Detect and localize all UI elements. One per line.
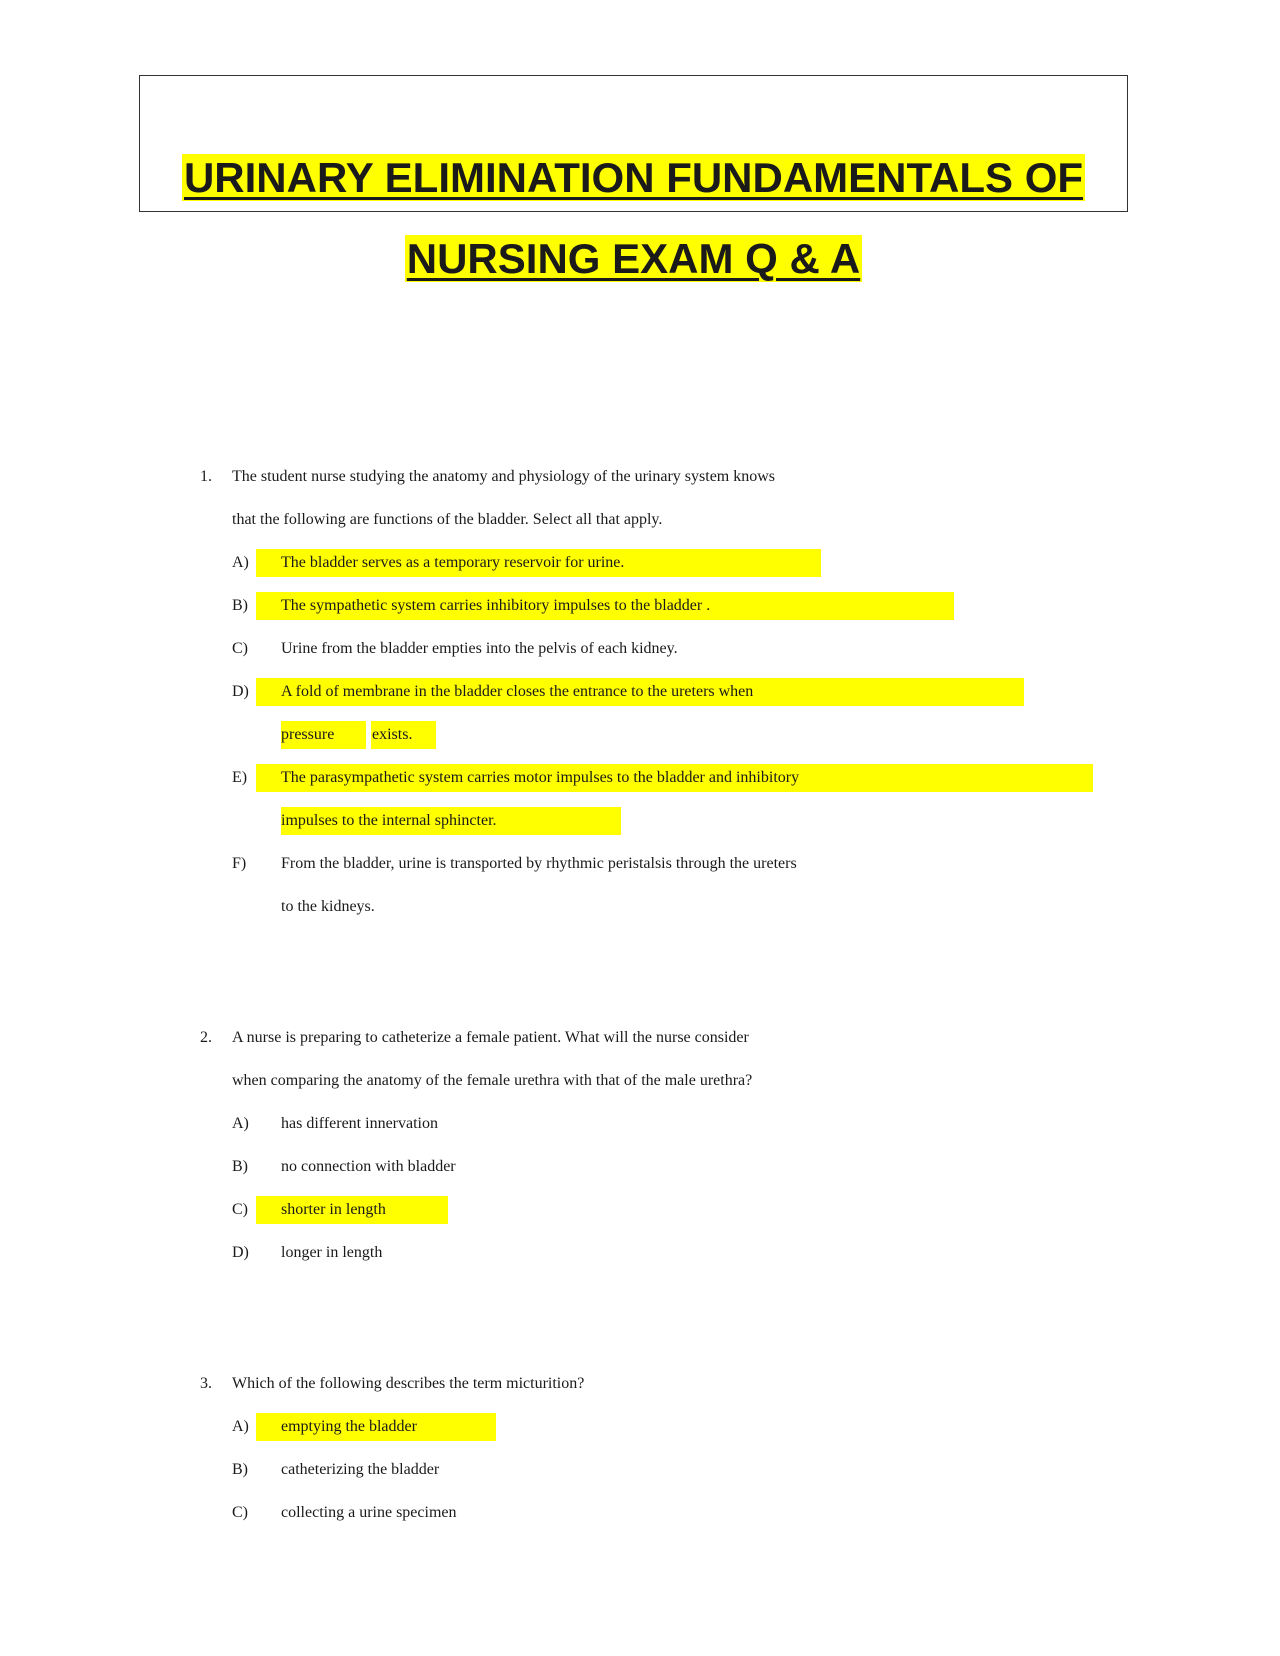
answer-option-continuation <box>0 799 1280 842</box>
option-text: no connection with bladder <box>281 1158 456 1175</box>
answer-option <box>0 670 1280 713</box>
answer-option <box>0 1188 1280 1231</box>
question-stem-line <box>0 455 1280 498</box>
answer-option <box>0 1145 1280 1188</box>
option-letter: D) <box>232 683 249 700</box>
question-stem-line <box>0 1059 1280 1102</box>
option-letter: D) <box>232 1244 249 1261</box>
option-letter: A) <box>232 1418 249 1435</box>
title-line-2: NURSING EXAM Q & A <box>406 235 861 282</box>
option-text: Urine from the bladder empties into the pelvis of each kidney. <box>281 640 678 657</box>
option-letter: C) <box>232 640 248 657</box>
answer-option <box>0 842 1280 885</box>
answer-option-continuation <box>0 885 1280 928</box>
option-letter: A) <box>232 554 249 571</box>
option-text: emptying the bladder <box>281 1418 417 1435</box>
option-text: collecting a urine specimen <box>281 1504 457 1521</box>
option-text: longer in length <box>281 1244 383 1261</box>
option-text: The parasympathetic system carries motor impulses to the bladder and inhibitory <box>281 769 800 786</box>
option-text: catheterizing the bladder <box>281 1461 440 1478</box>
question-text: that the following are functions of the bladder. Select all that apply. <box>232 511 663 528</box>
question-stem-line <box>0 1362 1280 1405</box>
option-letter: E) <box>232 769 248 786</box>
document-title-box <box>139 75 1128 282</box>
option-text: to the kidneys. <box>281 898 375 915</box>
option-letter: C) <box>232 1201 248 1218</box>
option-text: pressure <box>281 726 335 743</box>
question-number: 1. <box>200 468 212 485</box>
answer-option <box>0 1448 1280 1491</box>
answer-option <box>0 627 1280 670</box>
answer-option <box>0 1405 1280 1448</box>
answer-option <box>0 541 1280 584</box>
option-text: shorter in length <box>281 1201 386 1218</box>
question-text: A nurse is preparing to catheterize a female patient. What will the nurse consider <box>232 1029 749 1046</box>
answer-option <box>0 584 1280 627</box>
option-letter: B) <box>232 1461 248 1478</box>
option-text: From the bladder, urine is transported by rhythmic peristalsis through the ureters <box>281 855 797 872</box>
question-stem-line <box>0 498 1280 541</box>
answer-option <box>0 1231 1280 1274</box>
title-line-1: URINARY ELIMINATION FUNDAMENTALS OF <box>183 154 1084 201</box>
question-number: 3. <box>200 1375 212 1392</box>
answer-option <box>0 756 1280 799</box>
option-letter: B) <box>232 1158 248 1175</box>
option-text: The sympathetic system carries inhibitory impulses to the bladder . <box>281 597 711 614</box>
question-stem-line <box>0 1016 1280 1059</box>
option-text: A fold of membrane in the bladder closes the entrance to the ureters when <box>281 683 754 700</box>
option-text: exists. <box>372 726 413 743</box>
option-text: impulses to the internal sphincter. <box>281 812 497 829</box>
question-text: when comparing the anatomy of the female urethra with that of the male urethra? <box>232 1072 753 1089</box>
option-text: The bladder serves as a temporary reservoir for urine. <box>281 554 625 571</box>
question-text: Which of the following describes the term micturition? <box>232 1375 585 1392</box>
question-number: 2. <box>200 1029 212 1046</box>
answer-option <box>0 1102 1280 1145</box>
option-letter: C) <box>232 1504 248 1521</box>
option-text: has different innervation <box>281 1115 438 1132</box>
answer-option <box>0 1491 1280 1534</box>
option-letter: F) <box>232 855 247 872</box>
option-letter: B) <box>232 597 248 614</box>
option-letter: A) <box>232 1115 249 1132</box>
answer-option-continuation <box>0 713 1280 756</box>
question-text: The student nurse studying the anatomy and physiology of the urinary system knows <box>232 468 776 485</box>
